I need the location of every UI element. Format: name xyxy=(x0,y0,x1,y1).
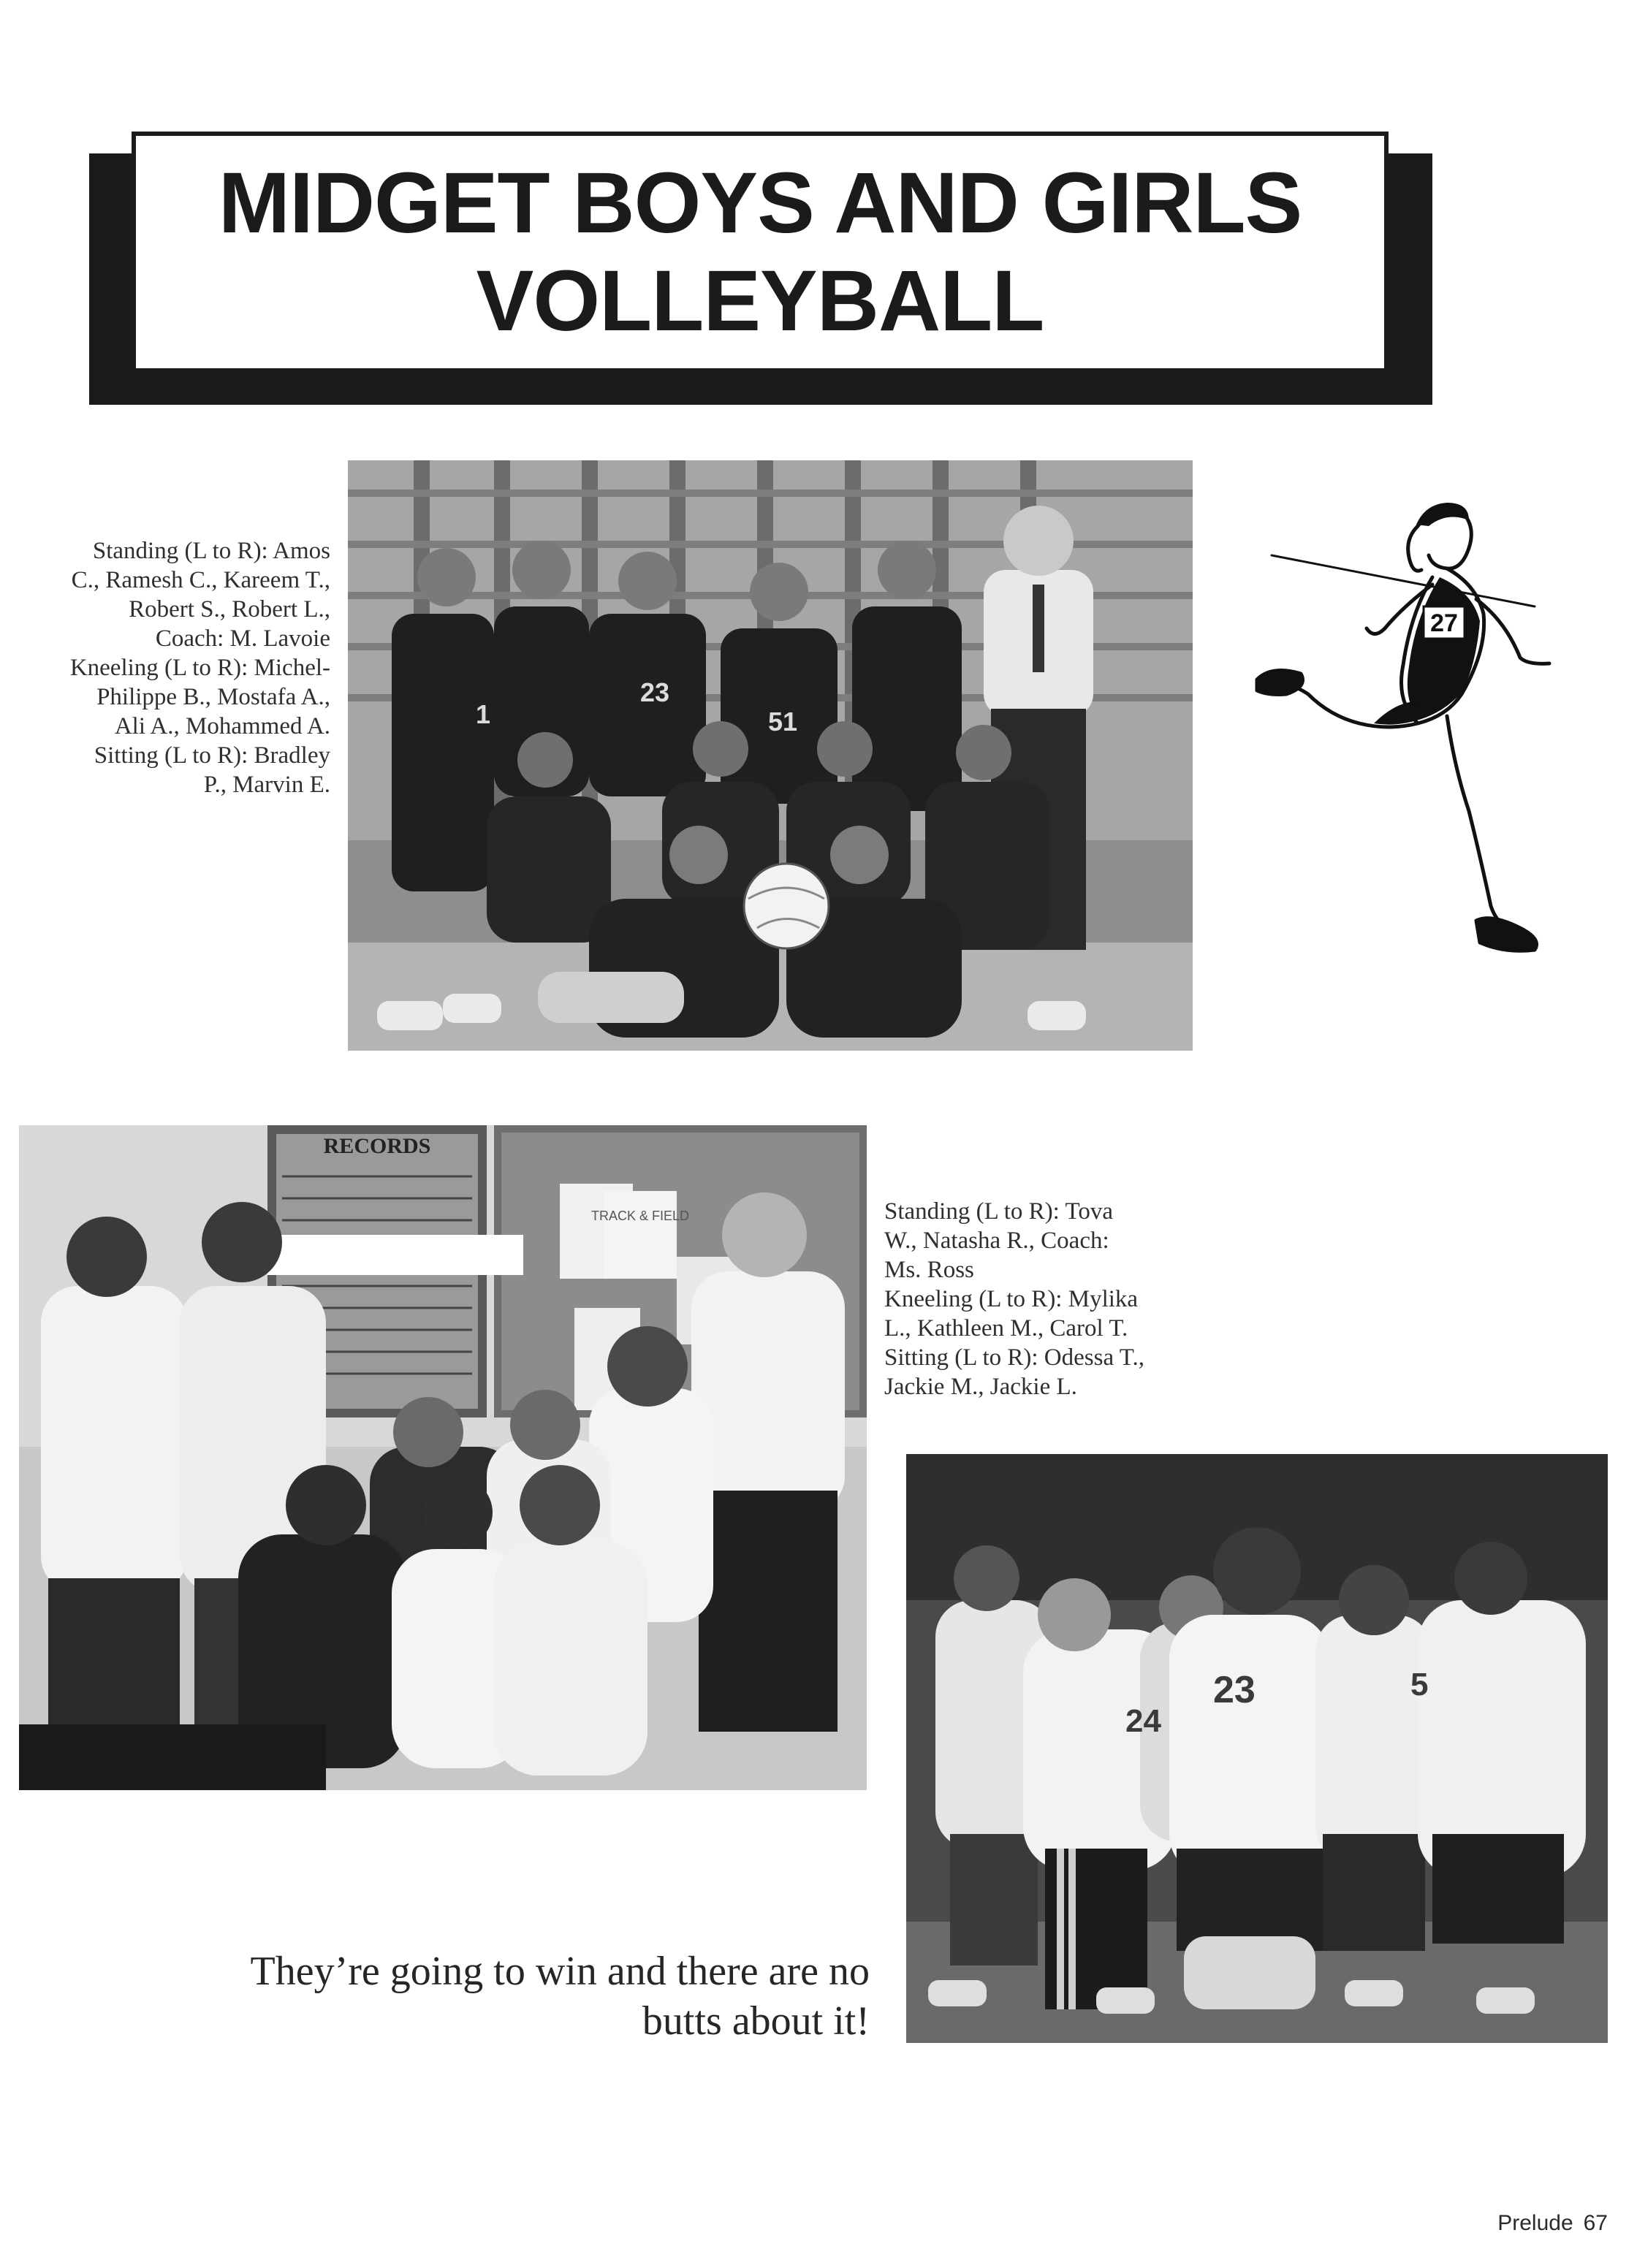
jersey-number: 51 xyxy=(768,707,798,737)
page-number: 67 xyxy=(1583,2211,1608,2235)
title-line-2: VOLLEYBALL xyxy=(476,253,1044,349)
girls-team-photo-art xyxy=(19,1125,867,1790)
caption-line: P., Marvin E. xyxy=(203,772,330,798)
jersey-number: 23 xyxy=(1213,1669,1256,1711)
caption-line: Sitting (L to R): Bradley xyxy=(94,742,330,769)
caption-line: Ali A., Mohammed A. xyxy=(114,713,330,739)
caption-line: L., Kathleen M., Carol T. xyxy=(884,1315,1128,1342)
boys-team-caption xyxy=(29,536,330,799)
jersey-number: 5 xyxy=(1410,1667,1429,1702)
caption-line: W., Natasha R., Coach: xyxy=(884,1228,1109,1254)
jersey-number: 1 xyxy=(476,699,491,729)
caption-line: Jackie M., Jackie L. xyxy=(884,1374,1077,1400)
jersey-number: 23 xyxy=(640,677,670,707)
quote-line-1: They’re going to win and there are no xyxy=(250,1949,870,1994)
caption-line: Standing (L to R): Tova xyxy=(884,1198,1114,1225)
footer-section-name: Prelude xyxy=(1497,2211,1573,2235)
boys-team-photo-art xyxy=(348,460,1193,1051)
caption-line: Robert S., Robert L., xyxy=(129,596,330,623)
caption-line: Kneeling (L to R): Mylika xyxy=(884,1286,1139,1312)
jersey-number: 24 xyxy=(1125,1703,1161,1739)
caption-line: C., Ramesh C., Kareem T., xyxy=(71,567,330,593)
boys-team-photo xyxy=(348,460,1193,1051)
caption-line: Philippe B., Mostafa A., xyxy=(96,684,330,710)
caption-line: Coach: M. Lavoie xyxy=(155,625,330,652)
girls-team-caption xyxy=(884,1197,1191,1401)
runner-clipart xyxy=(1228,482,1608,964)
runner-bib-number: 27 xyxy=(1430,609,1458,637)
runner-clipart-art xyxy=(1228,482,1608,964)
quote-line-2: butts about it! xyxy=(642,1998,870,2044)
girls-huddle-photo-art xyxy=(906,1454,1608,2043)
caption-line: Sitting (L to R): Odessa T., xyxy=(884,1344,1144,1371)
girls-huddle-photo xyxy=(906,1454,1608,2043)
track-field-sign: TRACK & FIELD xyxy=(590,1209,690,1223)
title-banner xyxy=(132,132,1389,373)
title-line-1: MIDGET BOYS AND GIRLS xyxy=(218,155,1302,251)
girls-team-photo xyxy=(19,1125,867,1790)
page-quote xyxy=(117,1947,870,2046)
caption-line: Standing (L to R): Amos xyxy=(92,538,330,564)
caption-line: Kneeling (L to R): Michel- xyxy=(69,655,330,681)
records-board-heading: RECORDS xyxy=(323,1134,431,1158)
page-footer xyxy=(1432,2211,1608,2236)
caption-line: Ms. Ross xyxy=(884,1257,974,1283)
